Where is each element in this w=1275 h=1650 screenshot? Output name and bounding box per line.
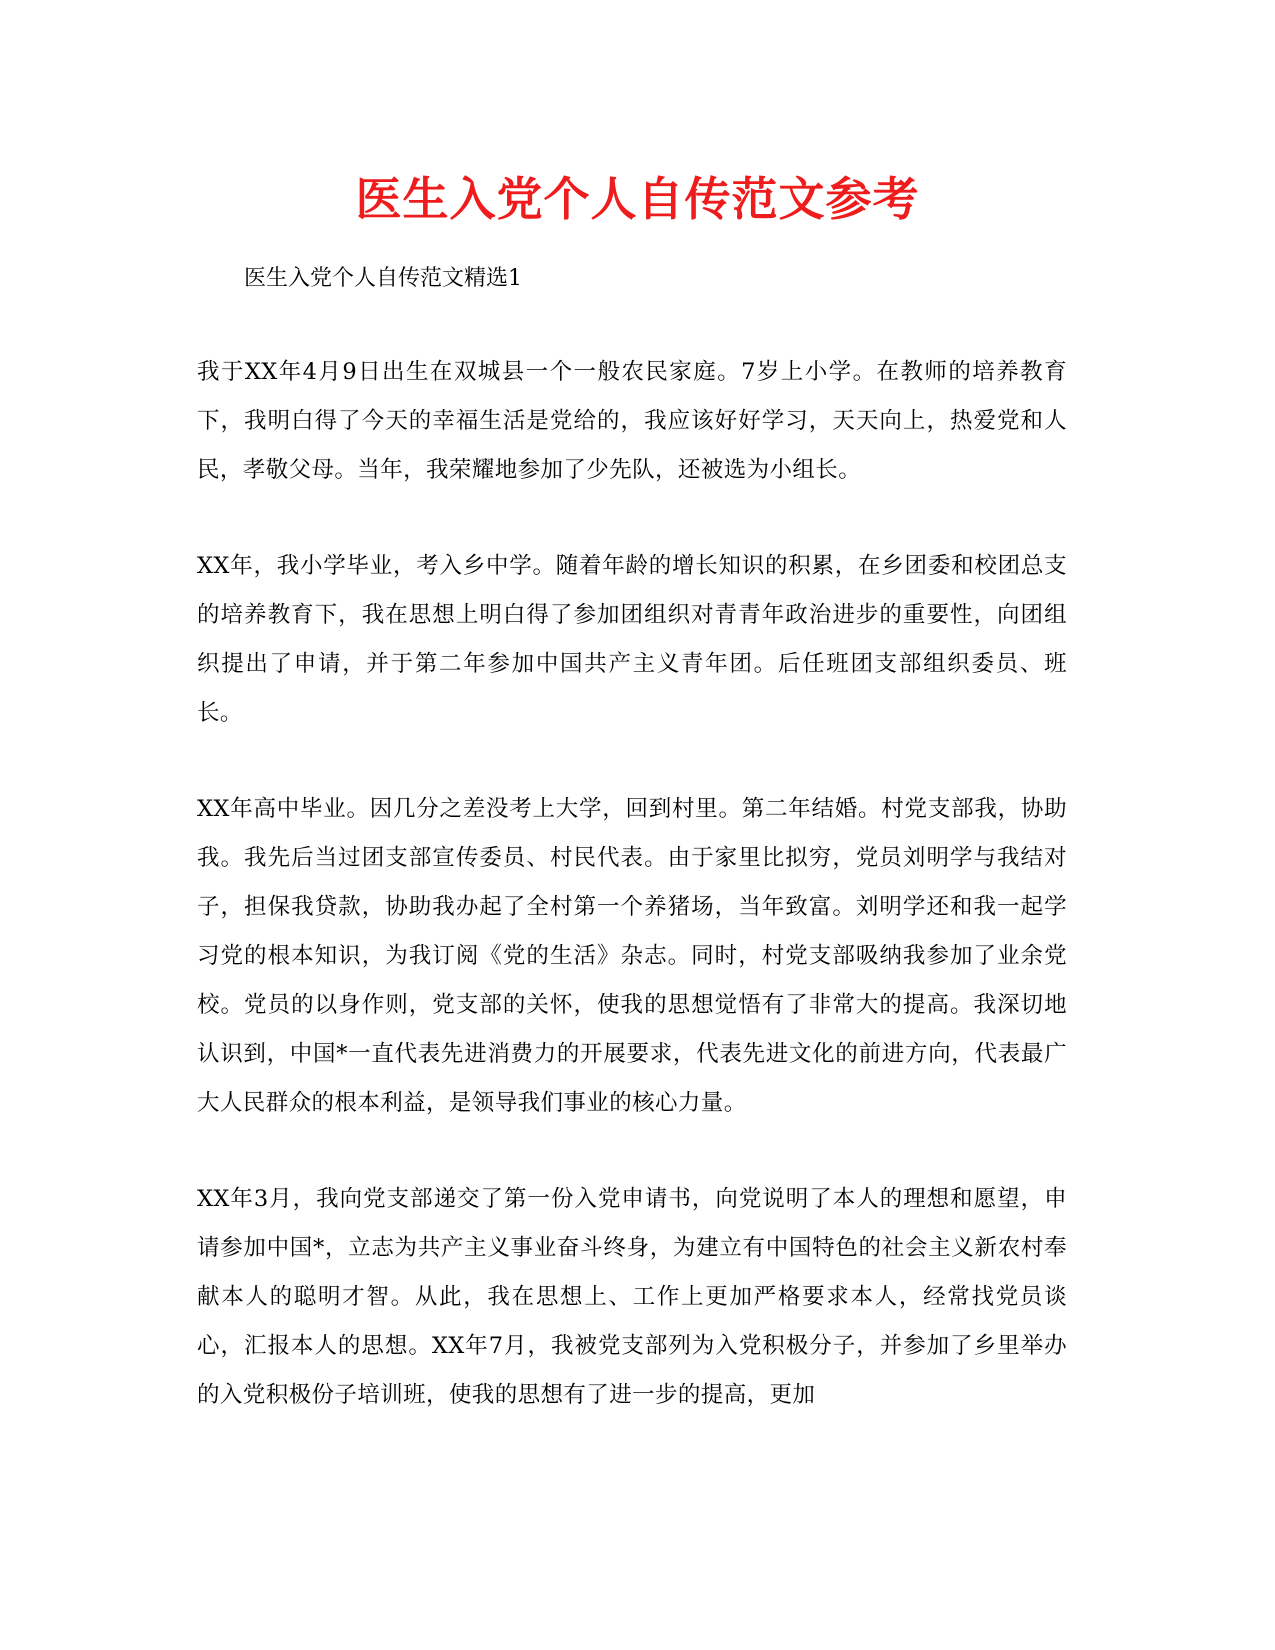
paragraph: XX年高中毕业。因几分之差没考上大学，回到村里。第二年结婚。村党支部我，协助我。我先后当过团支部宣传委员、村民代表。由于家里比拟穷，党员刘明学与我结对子，担保我贷款，协助我办起了全村第一个养猪场，当年致富。刘明学还和我一起学习党的根本知识，为我订阅《党的生活》杂志。同时，村党支部吸纳我参加了业余党校。党员的以身作则，党支部的关怀，使我的思想觉悟有了非常大的提高。我深切地认识到，中国*一直代表先进消费力的开展要求，代表先进文化的前进方向，代表最广大人民群众的根本利益，是领导我们事业的核心力量。 [197, 796, 1067, 1116]
paragraph: XX年3月，我向党支部递交了第一份入党申请书，向党说明了本人的理想和愿望，申请参加中国*，立志为共产主义事业奋斗终身，为建立有中国特色的社会主义新农村奉献本人的聪明才智。从此，我在思想上、工作上更加严格要求本人，经常找党员谈心，汇报本人的思想。XX年7月，我被党支部列为入党积极分子，并参加了乡里举办的入党积极份子培训班，使我的思想有了进一步的提高，更加 [197, 1186, 1067, 1408]
document-title: 医生入党个人自传范文参考 [355, 172, 920, 226]
document-body [197, 348, 1067, 1467]
paragraph: XX年，我小学毕业，考入乡中学。随着年龄的增长知识的积累，在乡团委和校团总支的培养教育下，我在思想上明白得了参加团组织对青青年政治进步的重要性，向团组织提出了申请，并于第二年参加中国共产主义青年团。后任班团支部组织委员、班长。 [197, 553, 1067, 726]
paragraph: 我于XX年4月9日出生在双城县一个一般农民家庭。7岁上小学。在教师的培养教育下，我明白得了今天的幸福生活是党给的，我应该好好学习，天天向上，热爱党和人民，孝敬父母。当年，我荣耀地参加了少先队，还被选为小组长。 [197, 359, 1067, 483]
document-subtitle: 医生入党个人自传范文精选1 [244, 266, 522, 291]
